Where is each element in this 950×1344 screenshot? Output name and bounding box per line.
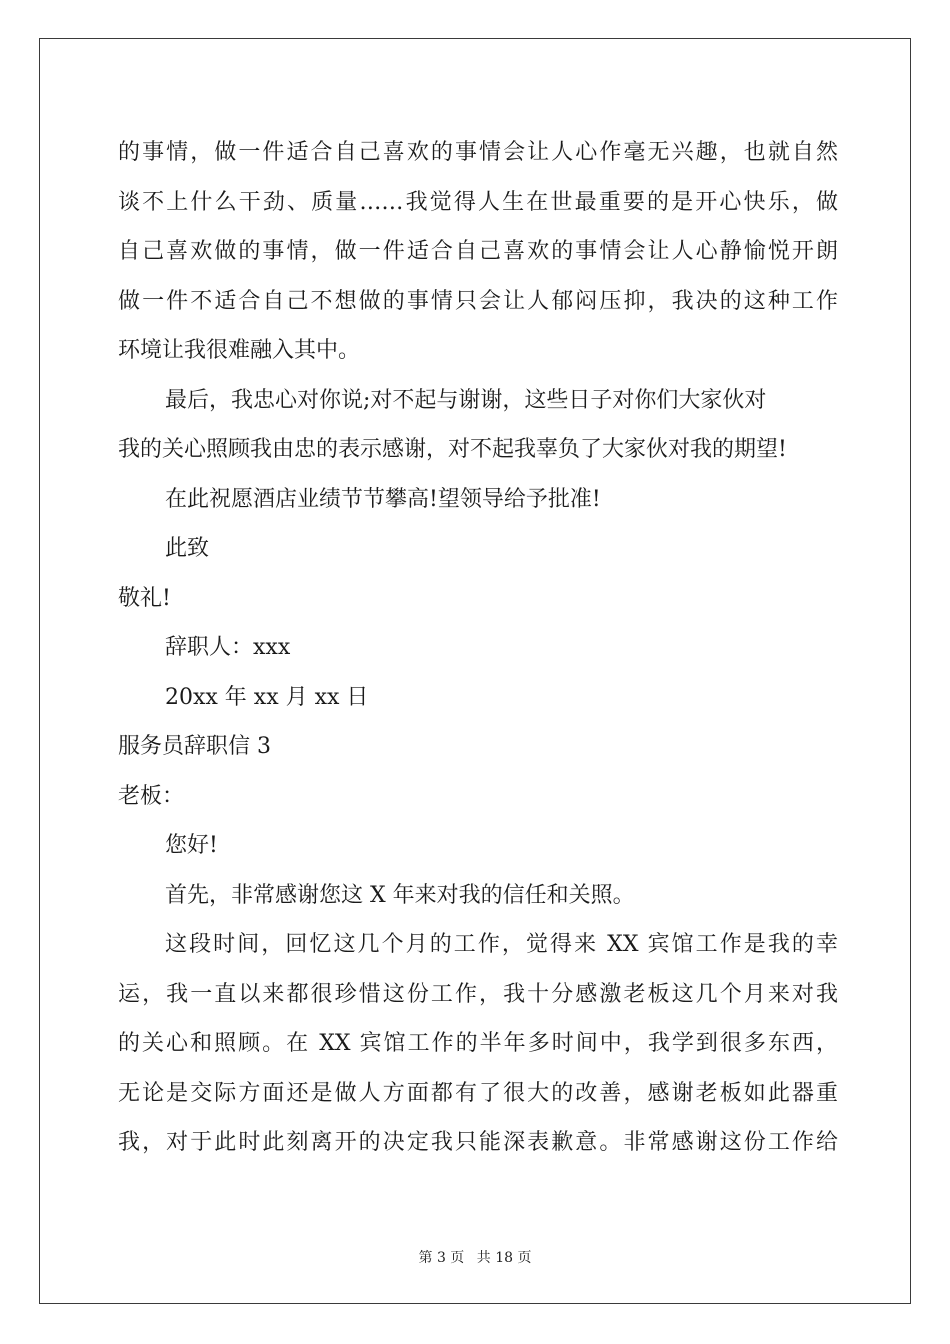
body-line: 运，我一直以来都很珍惜这份工作，我十分感激老板这几个月来对我: [118, 981, 838, 1007]
page-footer: [0, 1247, 950, 1267]
salutation-jingli: 敬礼!: [118, 585, 171, 611]
body-line: 我的关心照顾我由忠的表示感谢，对不起我辜负了大家伙对我的期望!: [118, 437, 787, 462]
closing-wish: 在此祝愿酒店业绩节节攀高!望领导给予批准!: [165, 486, 601, 512]
section-title: 服务员辞职信 3: [118, 734, 271, 759]
body-line: 谈不上什么干劲、质量……我觉得人生在世最重要的是开心快乐，做: [118, 189, 838, 215]
recipient: 老板：: [118, 783, 185, 809]
signature-name: 辞职人：xxx: [165, 635, 291, 660]
letter-body: [118, 128, 838, 1168]
body-line: 的事情，做一件适合自己喜欢的事情会让人心作毫无兴趣，也就自然: [118, 140, 838, 165]
page-number: 第 3 页: [418, 1250, 465, 1266]
greeting: 您好!: [165, 833, 218, 858]
body-line: 首先，非常感谢您这 X 年来对我的信任和关照。: [165, 882, 635, 908]
signature-date: 20xx 年 xx 月 xx 日: [165, 684, 369, 710]
body-line: 做一件不适合自己不想做的事情只会让人郁闷压抑，我决的这种工作: [118, 288, 838, 314]
body-line: 这段时间，回忆这几个月的工作，觉得来 XX 宾馆工作是我的幸: [165, 932, 838, 957]
body-line: 的关心和照顾。在 XX 宾馆工作的半年多时间中，我学到很多东西，: [118, 1031, 838, 1056]
body-line: 我，对于此时此刻离开的决定我只能深表歉意。非常感谢这份工作给: [118, 1130, 838, 1155]
page-total: 共 18 页: [476, 1250, 532, 1266]
body-line: 最后，我忠心对你说;对不起与谢谢，这些日子对你们大家伙对: [165, 387, 767, 413]
body-line: 自己喜欢做的事情，做一件适合自己喜欢的事情会让人心静愉悦开朗: [118, 239, 838, 264]
salutation-cizhi: 此致: [165, 536, 210, 561]
body-line: 环境让我很难融入其中。: [118, 338, 361, 363]
body-line: 无论是交际方面还是做人方面都有了很大的改善，感谢老板如此器重: [118, 1080, 838, 1106]
